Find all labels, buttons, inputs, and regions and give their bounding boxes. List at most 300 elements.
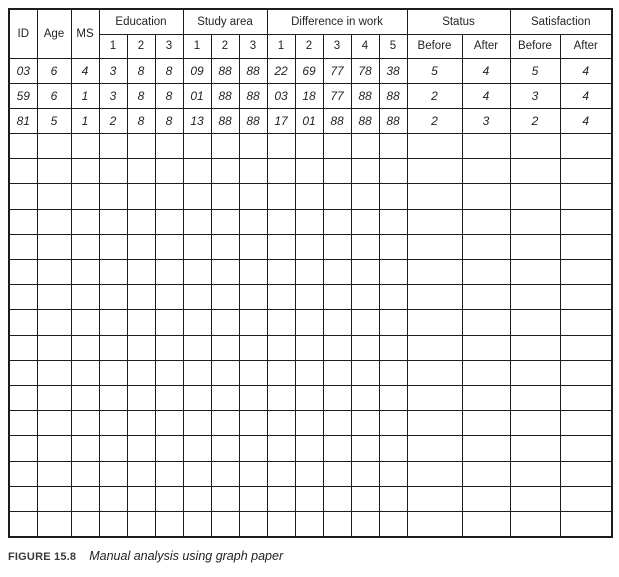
cell-r1-c17: 4: [560, 83, 612, 108]
col-group-header-education: Education: [99, 9, 183, 34]
cell-r1-c16: 3: [510, 83, 560, 108]
empty-cell: [462, 461, 510, 486]
empty-cell: [462, 209, 510, 234]
cell-r0-c2: 4: [71, 58, 99, 83]
empty-cell: [211, 436, 239, 461]
empty-row: [9, 360, 612, 385]
empty-cell: [560, 335, 612, 360]
empty-cell: [37, 461, 71, 486]
empty-cell: [560, 461, 612, 486]
empty-cell: [295, 184, 323, 209]
empty-cell: [510, 385, 560, 410]
empty-cell: [407, 209, 462, 234]
empty-cell: [183, 436, 211, 461]
empty-cell: [510, 159, 560, 184]
empty-cell: [9, 461, 37, 486]
empty-cell: [267, 285, 295, 310]
empty-cell: [560, 159, 612, 184]
empty-cell: [183, 134, 211, 159]
empty-cell: [407, 184, 462, 209]
empty-cell: [239, 260, 267, 285]
empty-cell: [239, 511, 267, 536]
empty-cell: [71, 385, 99, 410]
empty-cell: [71, 134, 99, 159]
empty-cell: [99, 159, 127, 184]
empty-cell: [239, 234, 267, 259]
empty-cell: [127, 335, 155, 360]
empty-cell: [71, 486, 99, 511]
empty-cell: [127, 134, 155, 159]
empty-cell: [351, 385, 379, 410]
empty-cell: [71, 360, 99, 385]
empty-cell: [239, 461, 267, 486]
cell-r2-c5: 8: [155, 108, 183, 133]
empty-cell: [127, 385, 155, 410]
empty-cell: [462, 335, 510, 360]
table-body: [9, 58, 612, 537]
cell-r1-c1: 6: [37, 83, 71, 108]
empty-cell: [37, 260, 71, 285]
empty-cell: [183, 209, 211, 234]
empty-cell: [267, 511, 295, 536]
cell-r1-c3: 3: [99, 83, 127, 108]
figure-caption-label: FIGURE 15.8: [8, 551, 77, 563]
empty-cell: [510, 209, 560, 234]
empty-cell: [9, 285, 37, 310]
empty-cell: [295, 285, 323, 310]
empty-cell: [407, 335, 462, 360]
cell-r0-c15: 4: [462, 58, 510, 83]
empty-cell: [183, 360, 211, 385]
empty-row: [9, 184, 612, 209]
empty-row: [9, 209, 612, 234]
empty-cell: [9, 486, 37, 511]
col-header-ms: MS: [71, 9, 99, 58]
cell-r0-c0: 03: [9, 58, 37, 83]
empty-cell: [127, 436, 155, 461]
empty-cell: [560, 511, 612, 536]
empty-cell: [155, 234, 183, 259]
empty-cell: [155, 260, 183, 285]
col-group-header-study-area: Study area: [183, 9, 267, 34]
empty-cell: [351, 234, 379, 259]
empty-cell: [351, 310, 379, 335]
subheader-difference-in-work-4: 4: [351, 34, 379, 58]
empty-cell: [295, 310, 323, 335]
empty-cell: [510, 486, 560, 511]
col-group-header-status: Status: [407, 9, 510, 34]
empty-cell: [99, 260, 127, 285]
empty-cell: [127, 234, 155, 259]
empty-cell: [239, 436, 267, 461]
table-row: [9, 58, 612, 83]
empty-cell: [379, 134, 407, 159]
empty-cell: [127, 209, 155, 234]
empty-cell: [183, 159, 211, 184]
empty-cell: [99, 436, 127, 461]
empty-cell: [407, 461, 462, 486]
empty-cell: [351, 335, 379, 360]
empty-cell: [560, 411, 612, 436]
cell-r1-c6: 01: [183, 83, 211, 108]
empty-cell: [351, 486, 379, 511]
empty-cell: [9, 511, 37, 536]
empty-cell: [155, 285, 183, 310]
empty-cell: [351, 360, 379, 385]
subheader-difference-in-work-2: 2: [295, 34, 323, 58]
empty-cell: [351, 411, 379, 436]
empty-cell: [183, 461, 211, 486]
empty-cell: [323, 385, 351, 410]
cell-r0-c1: 6: [37, 58, 71, 83]
empty-cell: [183, 260, 211, 285]
empty-cell: [407, 310, 462, 335]
subheader-difference-in-work-3: 3: [323, 34, 351, 58]
empty-cell: [295, 486, 323, 511]
empty-cell: [127, 486, 155, 511]
empty-cell: [183, 385, 211, 410]
empty-cell: [239, 335, 267, 360]
empty-cell: [462, 159, 510, 184]
empty-cell: [510, 184, 560, 209]
empty-cell: [155, 159, 183, 184]
subheader-satisfaction-after: After: [560, 34, 612, 58]
data-entry-table: [8, 8, 613, 538]
empty-cell: [9, 436, 37, 461]
empty-cell: [407, 436, 462, 461]
empty-cell: [407, 385, 462, 410]
empty-cell: [379, 260, 407, 285]
cell-r2-c8: 88: [239, 108, 267, 133]
empty-row: [9, 335, 612, 360]
empty-cell: [462, 360, 510, 385]
empty-row: [9, 436, 612, 461]
empty-cell: [99, 335, 127, 360]
empty-cell: [71, 260, 99, 285]
header-group-row: [9, 9, 612, 34]
empty-cell: [9, 234, 37, 259]
empty-cell: [71, 234, 99, 259]
empty-cell: [379, 184, 407, 209]
cell-r2-c2: 1: [71, 108, 99, 133]
empty-cell: [267, 159, 295, 184]
subheader-difference-in-work-1: 1: [267, 34, 295, 58]
empty-cell: [9, 411, 37, 436]
empty-cell: [71, 511, 99, 536]
empty-cell: [560, 486, 612, 511]
empty-cell: [99, 486, 127, 511]
empty-cell: [9, 184, 37, 209]
empty-cell: [71, 310, 99, 335]
empty-cell: [323, 159, 351, 184]
cell-r2-c4: 8: [127, 108, 155, 133]
cell-r2-c10: 01: [295, 108, 323, 133]
cell-r0-c5: 8: [155, 58, 183, 83]
subheader-satisfaction-before: Before: [510, 34, 560, 58]
empty-cell: [211, 234, 239, 259]
empty-cell: [155, 461, 183, 486]
empty-row: [9, 310, 612, 335]
empty-cell: [211, 209, 239, 234]
empty-cell: [510, 285, 560, 310]
empty-cell: [71, 335, 99, 360]
empty-cell: [37, 486, 71, 511]
cell-r1-c9: 03: [267, 83, 295, 108]
empty-cell: [351, 134, 379, 159]
empty-cell: [379, 310, 407, 335]
cell-r2-c0: 81: [9, 108, 37, 133]
empty-row: [9, 461, 612, 486]
cell-r2-c14: 2: [407, 108, 462, 133]
empty-cell: [295, 234, 323, 259]
empty-cell: [379, 385, 407, 410]
empty-cell: [462, 385, 510, 410]
empty-cell: [323, 310, 351, 335]
empty-cell: [323, 209, 351, 234]
empty-cell: [127, 260, 155, 285]
empty-cell: [510, 134, 560, 159]
empty-cell: [99, 461, 127, 486]
empty-cell: [37, 310, 71, 335]
empty-cell: [211, 134, 239, 159]
empty-cell: [267, 260, 295, 285]
empty-cell: [323, 285, 351, 310]
cell-r0-c4: 8: [127, 58, 155, 83]
empty-cell: [99, 134, 127, 159]
empty-cell: [37, 159, 71, 184]
empty-cell: [510, 511, 560, 536]
empty-cell: [211, 285, 239, 310]
empty-cell: [71, 436, 99, 461]
empty-cell: [37, 184, 71, 209]
cell-r2-c12: 88: [351, 108, 379, 133]
empty-cell: [211, 360, 239, 385]
empty-cell: [71, 285, 99, 310]
empty-cell: [155, 184, 183, 209]
empty-cell: [9, 260, 37, 285]
empty-cell: [379, 360, 407, 385]
empty-cell: [183, 285, 211, 310]
empty-cell: [211, 486, 239, 511]
empty-cell: [267, 134, 295, 159]
empty-cell: [239, 385, 267, 410]
empty-cell: [560, 360, 612, 385]
cell-r0-c12: 78: [351, 58, 379, 83]
cell-r2-c7: 88: [211, 108, 239, 133]
empty-cell: [267, 209, 295, 234]
empty-cell: [37, 285, 71, 310]
empty-cell: [560, 310, 612, 335]
empty-cell: [267, 184, 295, 209]
empty-cell: [239, 209, 267, 234]
empty-cell: [183, 511, 211, 536]
empty-cell: [323, 260, 351, 285]
empty-cell: [351, 461, 379, 486]
empty-cell: [239, 411, 267, 436]
empty-cell: [462, 134, 510, 159]
empty-cell: [99, 209, 127, 234]
empty-cell: [560, 385, 612, 410]
empty-cell: [239, 310, 267, 335]
empty-cell: [155, 511, 183, 536]
cell-r1-c0: 59: [9, 83, 37, 108]
cell-r0-c6: 09: [183, 58, 211, 83]
empty-row: [9, 511, 612, 536]
empty-cell: [9, 134, 37, 159]
empty-cell: [295, 134, 323, 159]
empty-cell: [510, 310, 560, 335]
empty-row: [9, 285, 612, 310]
empty-cell: [155, 335, 183, 360]
empty-cell: [379, 209, 407, 234]
empty-cell: [267, 385, 295, 410]
empty-cell: [560, 134, 612, 159]
figure-caption: [8, 549, 608, 563]
empty-cell: [462, 411, 510, 436]
empty-row: [9, 159, 612, 184]
empty-cell: [211, 184, 239, 209]
empty-cell: [560, 436, 612, 461]
empty-cell: [127, 511, 155, 536]
cell-r0-c10: 69: [295, 58, 323, 83]
empty-cell: [510, 411, 560, 436]
empty-cell: [37, 209, 71, 234]
cell-r0-c11: 77: [323, 58, 351, 83]
empty-cell: [295, 209, 323, 234]
empty-cell: [462, 310, 510, 335]
figure-caption-text: Manual analysis using graph paper: [89, 549, 284, 563]
cell-r1-c8: 88: [239, 83, 267, 108]
col-group-header-satisfaction: Satisfaction: [510, 9, 612, 34]
empty-cell: [351, 159, 379, 184]
empty-cell: [379, 511, 407, 536]
empty-cell: [37, 234, 71, 259]
cell-r1-c12: 88: [351, 83, 379, 108]
cell-r0-c17: 4: [560, 58, 612, 83]
empty-cell: [295, 461, 323, 486]
empty-cell: [510, 461, 560, 486]
empty-cell: [560, 260, 612, 285]
empty-cell: [323, 436, 351, 461]
empty-cell: [99, 385, 127, 410]
empty-cell: [351, 511, 379, 536]
empty-cell: [211, 260, 239, 285]
empty-cell: [267, 436, 295, 461]
empty-cell: [295, 511, 323, 536]
cell-r2-c1: 5: [37, 108, 71, 133]
empty-cell: [71, 209, 99, 234]
empty-cell: [560, 234, 612, 259]
empty-cell: [407, 260, 462, 285]
empty-cell: [71, 461, 99, 486]
subheader-education-3: 3: [155, 34, 183, 58]
cell-r1-c10: 18: [295, 83, 323, 108]
cell-r1-c7: 88: [211, 83, 239, 108]
cell-r2-c16: 2: [510, 108, 560, 133]
col-group-header-difference-in-work: Difference in work: [267, 9, 407, 34]
empty-cell: [560, 209, 612, 234]
empty-cell: [183, 310, 211, 335]
empty-cell: [155, 385, 183, 410]
empty-cell: [560, 184, 612, 209]
empty-cell: [71, 184, 99, 209]
empty-cell: [323, 461, 351, 486]
empty-cell: [37, 436, 71, 461]
cell-r2-c11: 88: [323, 108, 351, 133]
cell-r1-c4: 8: [127, 83, 155, 108]
empty-cell: [99, 310, 127, 335]
col-header-age: Age: [37, 9, 71, 58]
empty-cell: [323, 360, 351, 385]
cell-r1-c13: 88: [379, 83, 407, 108]
subheader-education-1: 1: [99, 34, 127, 58]
subheader-study-area-2: 2: [211, 34, 239, 58]
empty-cell: [267, 411, 295, 436]
empty-cell: [510, 260, 560, 285]
empty-cell: [211, 159, 239, 184]
empty-row: [9, 134, 612, 159]
empty-cell: [183, 184, 211, 209]
col-header-id: ID: [9, 9, 37, 58]
empty-cell: [379, 486, 407, 511]
empty-cell: [323, 184, 351, 209]
cell-r1-c11: 77: [323, 83, 351, 108]
cell-r0-c7: 88: [211, 58, 239, 83]
empty-cell: [510, 335, 560, 360]
cell-r2-c13: 88: [379, 108, 407, 133]
cell-r1-c5: 8: [155, 83, 183, 108]
empty-cell: [407, 285, 462, 310]
empty-cell: [239, 134, 267, 159]
empty-cell: [351, 436, 379, 461]
empty-cell: [37, 385, 71, 410]
empty-cell: [462, 486, 510, 511]
empty-cell: [323, 486, 351, 511]
empty-cell: [9, 335, 37, 360]
empty-cell: [379, 411, 407, 436]
empty-cell: [267, 310, 295, 335]
empty-cell: [211, 461, 239, 486]
empty-row: [9, 260, 612, 285]
empty-row: [9, 486, 612, 511]
empty-cell: [379, 461, 407, 486]
empty-cell: [462, 511, 510, 536]
empty-cell: [323, 411, 351, 436]
empty-cell: [37, 411, 71, 436]
empty-cell: [295, 260, 323, 285]
empty-cell: [323, 234, 351, 259]
empty-cell: [379, 159, 407, 184]
empty-cell: [295, 159, 323, 184]
empty-cell: [379, 335, 407, 360]
cell-r0-c9: 22: [267, 58, 295, 83]
table-row: [9, 108, 612, 133]
empty-cell: [267, 461, 295, 486]
empty-cell: [99, 285, 127, 310]
empty-cell: [462, 436, 510, 461]
empty-cell: [211, 511, 239, 536]
empty-cell: [462, 184, 510, 209]
cell-r1-c15: 4: [462, 83, 510, 108]
empty-cell: [155, 436, 183, 461]
empty-cell: [295, 436, 323, 461]
empty-cell: [71, 411, 99, 436]
empty-cell: [379, 436, 407, 461]
subheader-difference-in-work-5: 5: [379, 34, 407, 58]
empty-row: [9, 411, 612, 436]
empty-cell: [239, 184, 267, 209]
empty-cell: [407, 511, 462, 536]
